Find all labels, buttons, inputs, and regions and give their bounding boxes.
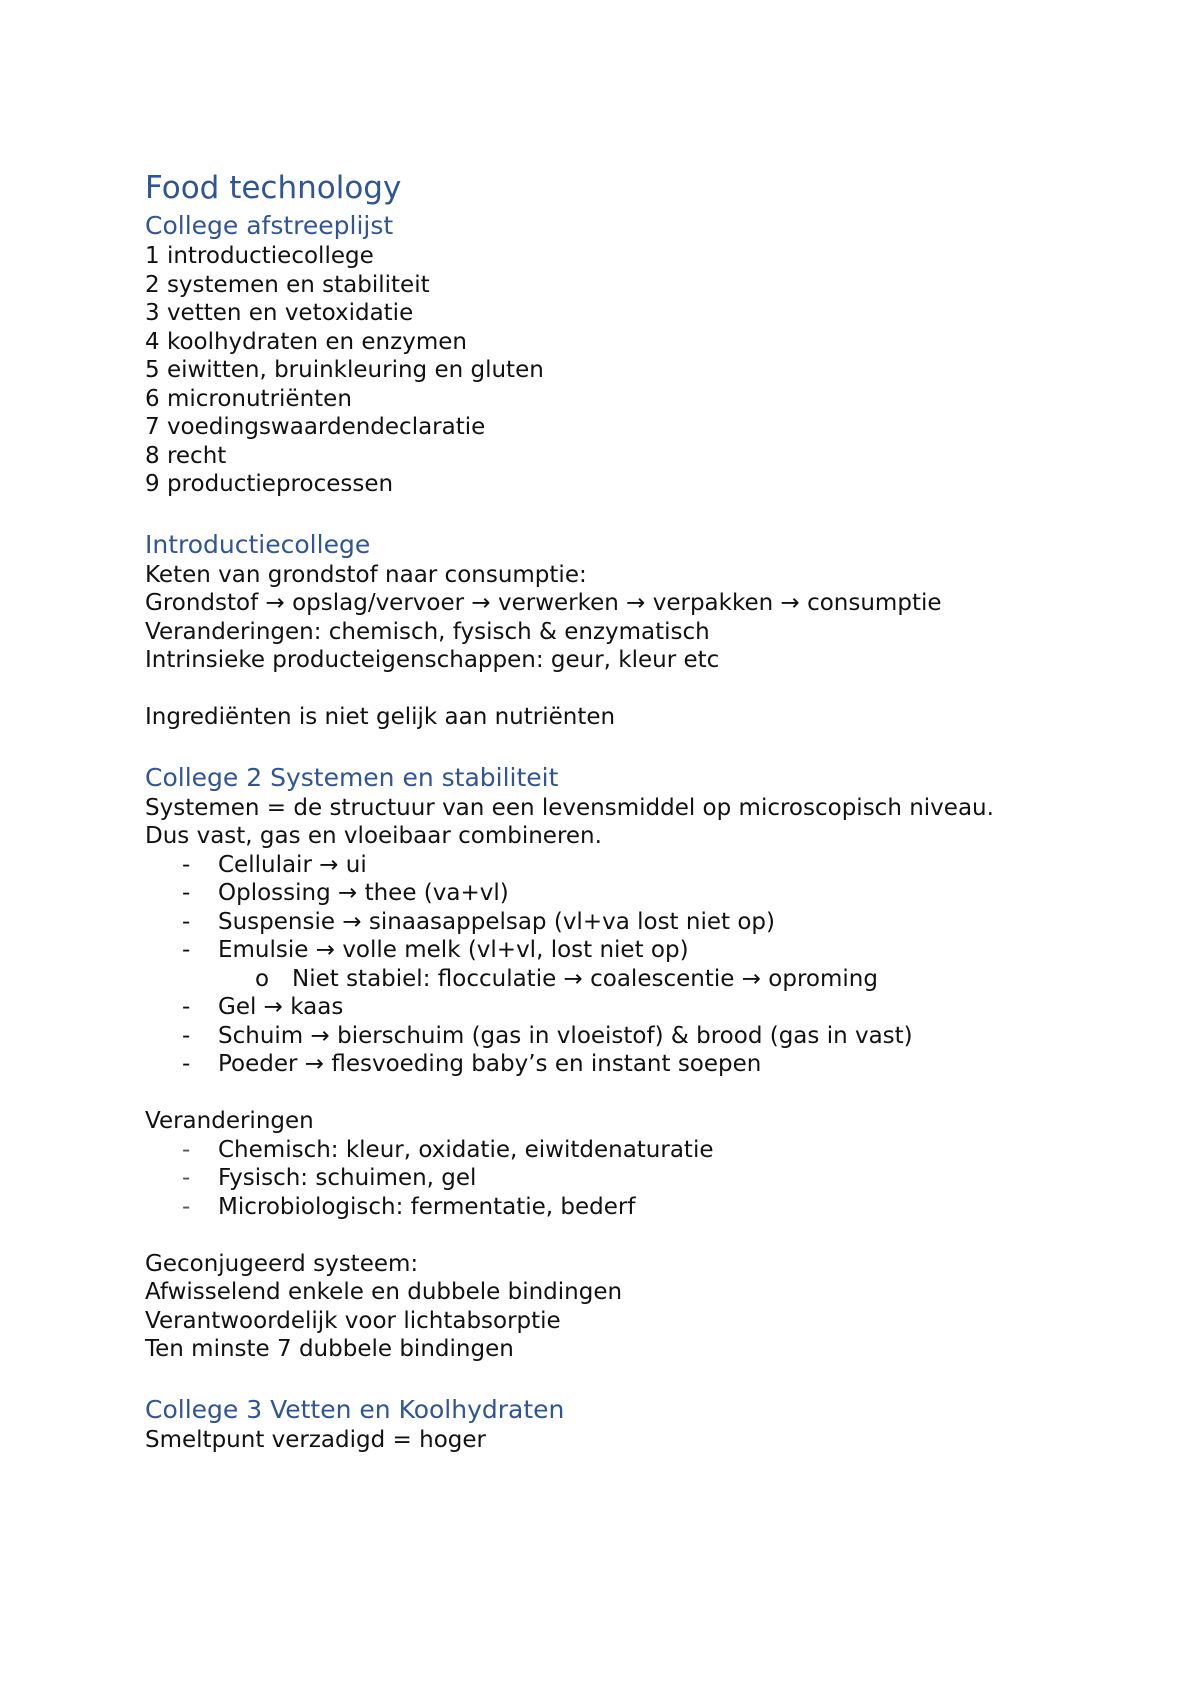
sublist-item (145, 965, 1105, 994)
college3-line: Smeltpunt verzadigd = hoger (145, 1426, 486, 1453)
spacer (145, 675, 1105, 704)
intro-line: Keten van grondstof naar consumptie: (145, 561, 587, 588)
dash-bullet: - (182, 1165, 191, 1191)
list-item (145, 879, 1105, 908)
dash-bullet: - (182, 937, 191, 963)
dash-bullet: - (182, 851, 191, 878)
changes-heading: Veranderingen (145, 1108, 314, 1134)
dash-bullet: - (182, 1022, 191, 1049)
spacer (145, 499, 1105, 529)
changes-list (145, 1136, 1105, 1222)
dash-bullet: - (182, 1193, 191, 1220)
conjugated-line: Verantwoordelijk voor lichtabsorptie (145, 1307, 561, 1334)
list-item (145, 1050, 1105, 1079)
spacer (145, 1221, 1105, 1250)
list-item-text: Schuim → bierschuim (gas in vloeistof) & brood (gas in vast) (218, 1022, 913, 1049)
list-item-text: Fysisch: schuimen, gel (218, 1165, 477, 1191)
list-item (145, 908, 1105, 937)
list-item (145, 1136, 1105, 1165)
document-title: Food technology (145, 170, 402, 206)
spacer (145, 1079, 1105, 1108)
dash-bullet: - (182, 908, 191, 935)
intro-line: Veranderingen: chemisch, fysisch & enzymatisch (145, 618, 710, 645)
sublist-item-text: Niet stabiel: flocculatie → coalescentie → oproming (292, 965, 878, 992)
checklist-item: 4 koolhydraten en enzymen (145, 328, 475, 355)
list-item-text: Poeder → flesvoeding baby’s en instant soepen (218, 1051, 762, 1077)
dash-bullet: - (182, 994, 191, 1020)
list-item (145, 1164, 1105, 1193)
list-item-text: Cellulair → ui (218, 851, 367, 878)
checklist-item: 7 voedingswaardendeclaratie (145, 414, 493, 440)
intro-line: Intrinsieke producteigenschappen: geur, kleur etc (145, 647, 720, 673)
dash-bullet: - (182, 1051, 191, 1077)
conjugated-line: Afwisselend enkele en dubbele bindingen (145, 1279, 623, 1305)
checklist-item: 3 vetten en vetoxidatie (145, 300, 421, 326)
emulsion-sublist (145, 965, 1105, 994)
college2-heading: College 2 Systemen en stabiliteit (145, 762, 559, 792)
dash-bullet: - (182, 880, 191, 906)
list-item (145, 1193, 1105, 1222)
list-item-text: Oplossing → thee (va+vl) (218, 880, 509, 906)
circle-bullet: o (255, 965, 270, 992)
college3-heading: College 3 Vetten en Koolhydraten (145, 1394, 565, 1424)
list-item-text: Suspensie → sinaasappelsap (vl+va lost niet op) (218, 908, 775, 935)
list-item-text: Chemisch: kleur, oxidatie, eiwitdenaturatie (218, 1136, 714, 1163)
checklist-item: 6 micronutriënten (145, 385, 360, 412)
list-item (145, 1022, 1105, 1051)
checklist-item: 9 productieprocessen (145, 471, 401, 497)
list-item (145, 936, 1105, 965)
list-item-text: Gel → kaas (218, 994, 344, 1020)
college2-line: Dus vast, gas en vloeibaar combineren. (145, 823, 602, 849)
conjugated-line: Ten minste 7 dubbele bindingen (145, 1336, 514, 1362)
checklist-item: 8 recht (145, 442, 234, 469)
document-content (145, 166, 1105, 1454)
systems-list (145, 851, 1105, 965)
list-item (145, 851, 1105, 880)
list-item-text: Emulsie → volle melk (vl+vl, lost niet op) (218, 937, 689, 963)
spacer (145, 1364, 1105, 1394)
systems-list-more (145, 993, 1105, 1079)
dash-bullet: - (182, 1136, 191, 1163)
list-item (145, 993, 1105, 1022)
checklist-item: 2 systemen en stabiliteit (145, 271, 437, 298)
checklist-item: 1 introductiecollege (145, 243, 382, 269)
spacer (145, 732, 1105, 762)
list-item-text: Microbiologisch: fermentatie, bederf (218, 1193, 636, 1220)
college2-line: Systemen = de structuur van een levensmiddel op microscopisch niveau. (145, 794, 994, 821)
checklist-item: 5 eiwitten, bruinkleuring en gluten (145, 357, 552, 383)
intro-note: Ingrediënten is niet gelijk aan nutriënten (145, 704, 616, 730)
checklist-heading: College afstreeplijst (145, 211, 394, 240)
conjugated-line: Geconjugeerd systeem: (145, 1250, 419, 1277)
intro-line: Grondstof → opslag/vervoer → verwerken → verpakken → consumptie (145, 590, 942, 616)
intro-heading: Introductiecollege (145, 529, 371, 559)
